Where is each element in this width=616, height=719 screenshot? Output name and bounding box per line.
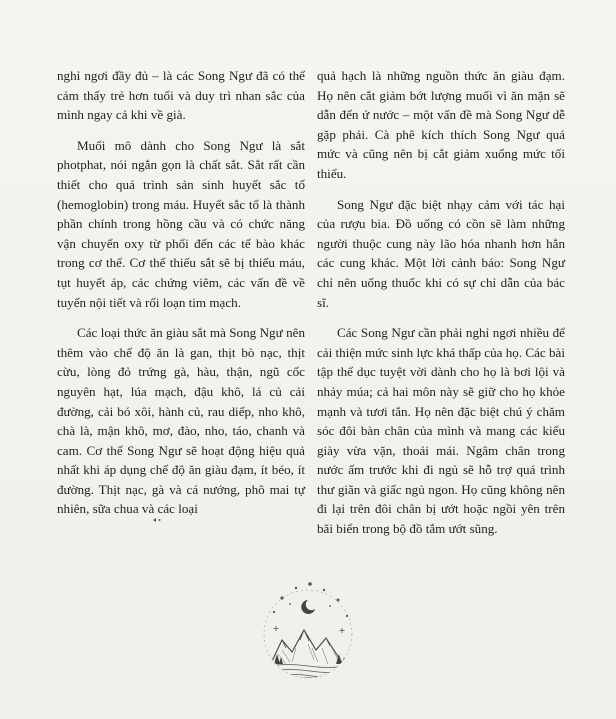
paragraph: quả hạch là những nguồn thức ăn giàu đạm. Họ nên cắt giảm bớt lượng muối vì ăn mặn sẽ dẫn đến ứ nước – một vấn đề mà Song Ngư dễ gặp phải. Cà phê kích thích Song Ngư quá mức và cũng nên bị cắt giảm xuống mức tối thiểu.: [317, 68, 565, 181]
night-mountain-vignette-icon: [252, 578, 364, 686]
paragraph: Các Song Ngư cần phải nghỉ ngơi nhiều để cải thiện mức sinh lực khá thấp của họ. Các bài tập thể dục tuyệt vời dành cho họ là bơi lội và nhảy múa; cả hai môn này sẽ giữ cho họ khỏe mạnh và tươi tắn. Họ nên đặc biệt chú ý chăm sóc đôi bàn chân của mình và mang các kiểu giày vừa vặn, thoải mái. Ngâm chân trong nước ấm trước khi đi ngủ sẽ hỗ trợ quá trình thư giãn và giấc ngủ ngon. Họ cũng không nên đi lại trên đôi chân bị ướt hoặc ngồi yên trên bãi biển trong bộ đồ tắm ướt sũng.: [317, 325, 565, 537]
paragraph: nghỉ ngơi đầy đủ – là các Song Ngư đã có thể cảm thấy trẻ hơn tuổi và duy trì nhan sắc của mình ngay cả khi về già.: [57, 68, 305, 123]
paragraph: Song Ngư đặc biệt nhạy cảm với tác hại của rượu bia. Đồ uống có cồn sẽ làm những người thuộc cung này lão hóa nhanh hơn hẳn các cung khác. Một lời cảnh báo: Song Ngư chỉ nên uống thuốc khi có sự chỉ dẫn của bác sĩ.: [317, 196, 565, 310]
paragraph: Các loại thức ăn giàu sắt mà Song Ngư nên thêm vào chế độ ăn là gan, thịt bò nạc, thịt cừu, lòng đỏ trứng gà, hàu, thận, ngũ cốc nguyên hạt, lúa mạch, đậu khô, lá củ cải đường, cải bó xôi, hành củ, rau diếp, nho khô, chà là, mận khô, mơ, đào, nho, táo, chanh và cam. Cơ thể Song Ngư sẽ hoạt động hiệu quả nhất khi áp dụng chế độ ăn giàu đạm, ít béo, ít đường. Thịt nạc, gà và cá nướng, phô mai tự nhiên, sữa chua và các loại: [57, 325, 305, 517]
paragraph: Muối mô dành cho Song Ngư là sắt photphat, nói ngắn gọn là chất sắt. Sắt rất cần thiết cho quá trình sản sinh huyết sắc tố (hemoglobin) trong máu. Huyết sắc tố là thành phần chính trong hồng cầu và có chức năng vận chuyển oxy từ phổi đến các tế bào khác trong cơ thể. Cơ thể thiếu sắt sẽ bị thiếu máu, tụt huyết áp, các chứng viêm, các vấn đề về tuyến nội tiết và rối loạn tim mạch.: [57, 137, 305, 310]
stray-mark-icon: [152, 517, 162, 523]
left-column: [57, 66, 305, 530]
right-column: [317, 66, 565, 550]
